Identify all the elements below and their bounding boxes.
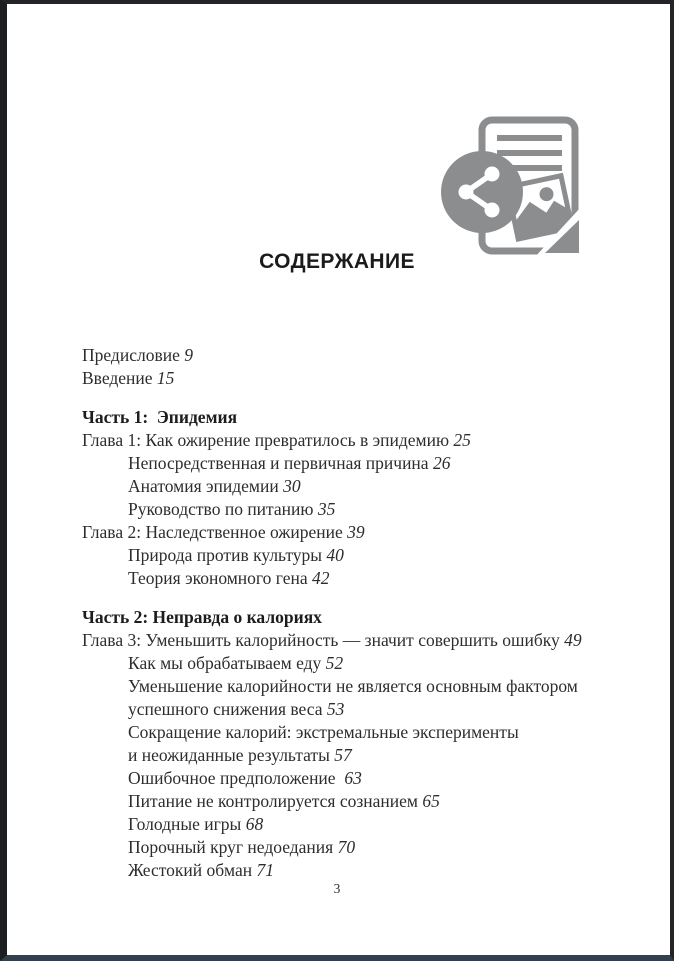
toc-entry-text: Теория экономного гена — [128, 568, 308, 588]
toc-entry-text: Предисловие — [82, 345, 180, 365]
toc-entry — [82, 813, 602, 836]
toc-entry-text: Жестокий обман — [128, 860, 253, 880]
toc-entry — [82, 544, 602, 567]
toc-entry-page: 42 — [312, 568, 330, 588]
toc-entry-page: 30 — [283, 476, 301, 496]
toc-entry — [82, 790, 602, 813]
toc-entry-page: 25 — [453, 430, 471, 450]
toc-entry-text: Глава 1: Как ожирение превратилось в эпидемию — [82, 430, 450, 450]
toc-entry-text: Руководство по питанию — [128, 499, 314, 519]
toc-entry-text: Часть 1: Эпидемия — [82, 407, 238, 427]
toc-entry-text: Как мы обрабатываем еду — [128, 653, 322, 673]
toc-entry-page: 70 — [337, 837, 356, 857]
toc-entry-page: 71 — [256, 860, 274, 880]
toc-entry — [82, 652, 602, 675]
toc-entry-page: 68 — [245, 814, 264, 834]
toc-entry — [82, 675, 602, 698]
toc-entry-text: Питание не контролируется сознанием — [128, 791, 418, 811]
toc-entry-text: Анатомия эпидемии — [128, 476, 279, 496]
toc-entry — [82, 744, 602, 767]
toc-entry — [82, 567, 602, 590]
toc-entry-page: 35 — [317, 499, 336, 519]
toc-entry-text: Голодные игры — [128, 814, 242, 834]
footer-page-number: 3 — [333, 881, 341, 896]
toc-entry-text: Уменьшение калорийности не является основным фактором — [128, 676, 578, 696]
toc-entry — [82, 859, 602, 882]
toc-entry — [82, 367, 602, 390]
toc-entry — [82, 721, 602, 744]
toc-entry — [82, 606, 602, 629]
toc-entry-text: Глава 2: Наследственное ожирение — [82, 522, 343, 542]
toc-entry-page: 9 — [184, 345, 193, 365]
toc-entry — [82, 429, 602, 452]
toc-entry-text: Природа против культуры — [128, 545, 323, 565]
toc-entry — [82, 344, 602, 367]
toc-entry-page: 65 — [422, 791, 440, 811]
toc — [82, 344, 602, 882]
toc-entry — [82, 521, 602, 544]
toc-entry — [82, 452, 602, 475]
page-title: СОДЕРЖАНИЕ — [259, 250, 415, 273]
shared-document-icon — [441, 111, 581, 258]
toc-entry-page: 26 — [432, 453, 451, 473]
toc-entry — [82, 406, 602, 429]
toc-entry-page: 49 — [564, 630, 582, 650]
toc-entry — [82, 629, 602, 652]
toc-entry-text: Часть 2: Неправда о калориях — [82, 607, 322, 627]
toc-entry — [82, 498, 602, 521]
toc-entry-text: Сокращение калорий: экстремальные эксперименты — [128, 722, 519, 742]
toc-entry-page: 57 — [334, 745, 352, 765]
toc-entry-page: 63 — [344, 768, 362, 788]
toc-entry-page: 39 — [347, 522, 365, 542]
toc-entry-text: Введение — [82, 368, 153, 388]
toc-entry-text: Ошибочное предположение — [128, 768, 340, 788]
toc-entry-text: Порочный круг недоедания — [128, 837, 334, 857]
toc-entry — [82, 698, 602, 721]
toc-entry — [82, 767, 602, 790]
toc-entry — [82, 475, 602, 498]
toc-entry-page: 52 — [325, 653, 344, 673]
toc-entry — [82, 836, 602, 859]
toc-entry-text: Непосредственная и первичная причина — [128, 453, 429, 473]
toc-entry-page: 53 — [326, 699, 345, 719]
toc-entry-text: успешного снижения веса — [128, 699, 323, 719]
toc-entry-page: 40 — [326, 545, 344, 565]
share-icon — [441, 151, 523, 233]
toc-entry-page: 15 — [156, 368, 175, 388]
toc-entry-text: и неожиданные результаты — [128, 745, 330, 765]
toc-entry-text: Глава 3: Уменьшить калорийность — значит совершить ошибку — [82, 630, 560, 650]
